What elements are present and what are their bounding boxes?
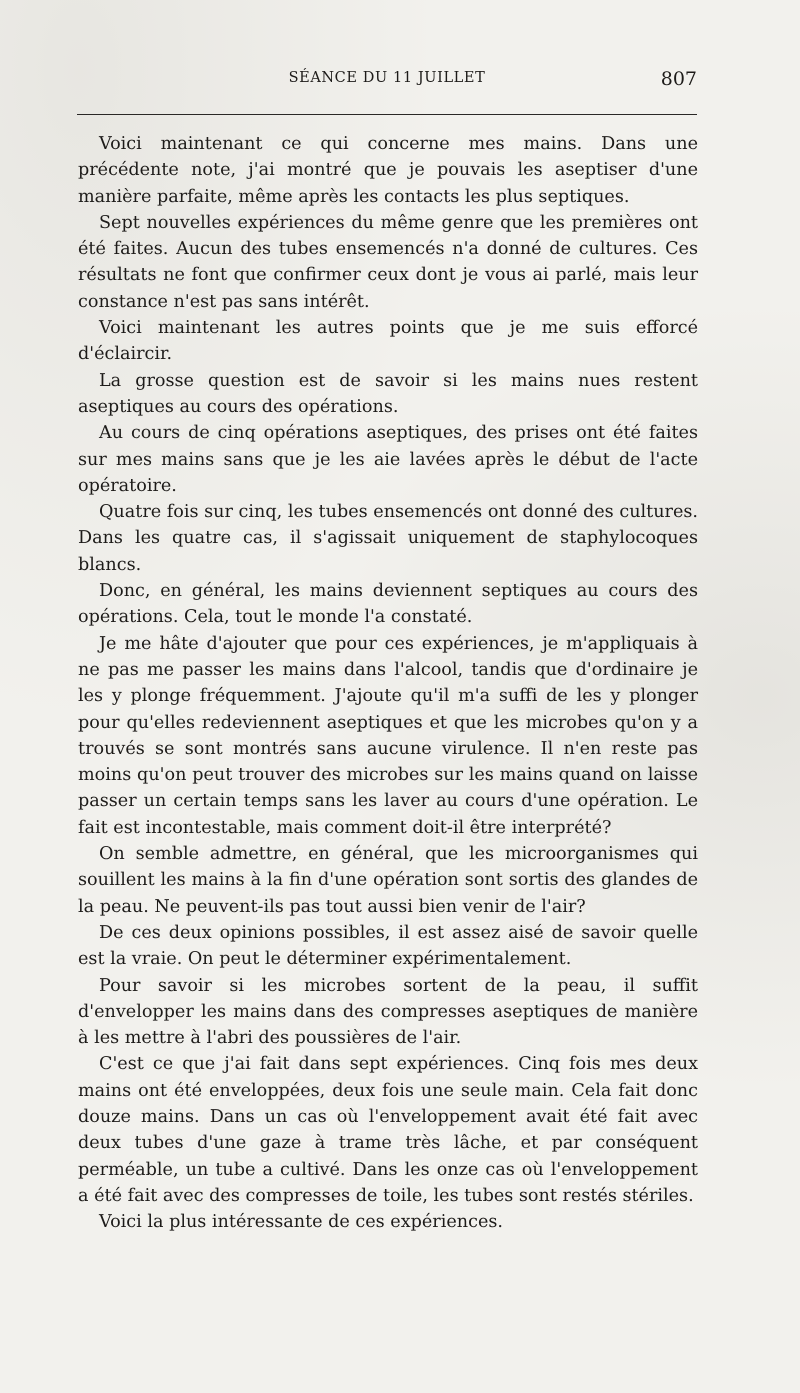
page-number: 807 (660, 68, 697, 90)
paragraph: Au cours de cinq opérations aseptiques, des prises ont été faites sur mes mains sans que je les aie lavées après le début de l'acte opératoire. (78, 423, 698, 496)
header-rule (77, 114, 697, 115)
paragraph: Je me hâte d'ajouter que pour ces expériences, je m'appliquais à ne pas me passer les mains dans l'alcool, tandis que d'ordinaire je les y plonge fréquemment. J'ajoute qu'il m'a suffi de les y plonger pour qu'elles redeviennent aseptiques et que les microbes qu'on y a trouvés se sont montrés sans aucune virulence. Il n'en reste pas moins qu'on peut trouver des microbes sur les mains quand on laisse passer un certain temps sans les laver au cours d'une opération. Le fait est incontestable, mais comment doit-il être interprété? (78, 633, 698, 838)
paragraph: C'est ce que j'ai fait dans sept expériences. Cinq fois mes deux mains ont été enveloppées, deux fois une seule main. Cela fait donc douze mains. Dans un cas où l'enveloppement avait été fait avec deux tubes d'une gaze à trame très lâche, et par conséquent perméable, un tube a cultivé. Dans les onze cas où l'enveloppement a été fait avec des compresses de toile, les tubes sont restés stériles. (78, 1054, 698, 1206)
paragraph: Donc, en général, les mains deviennent septiques au cours des opérations. Cela, tout le monde l'a constaté. (78, 581, 698, 628)
paragraph: Voici maintenant ce qui concerne mes mains. Dans une précédente note, j'ai montré que je pouvais les aseptiser d'une manière parfaite, même après les contacts les plus septiques. (78, 134, 698, 207)
paragraph: On semble admettre, en général, que les microorganismes qui souillent les mains à la fin d'une opération sont sortis des glandes de la peau. Ne peuvent-ils pas tout aussi bien venir de l'air? (78, 844, 698, 917)
paragraph: Quatre fois sur cinq, les tubes ensemencés ont donné des cultures. Dans les quatre cas, il s'agissait uniquement de staphylocoques blancs. (78, 502, 698, 575)
paragraph: La grosse question est de savoir si les mains nues restent aseptiques au cours des opérations. (78, 370, 698, 417)
paragraph: Sept nouvelles expériences du même genre que les premières ont été faites. Aucun des tubes ensemencés n'a donné de cultures. Ces résultats ne font que confirmer ceux dont je vous ai parlé, mais leur constance n'est pas sans intérêt. (78, 212, 698, 312)
paragraph: Pour savoir si les microbes sortent de la peau, il suffit d'envelopper les mains dans des compresses aseptiques de manière à les mettre à l'abri des poussières de l'air. (78, 975, 698, 1049)
paragraph: Voici maintenant les autres points que je me suis efforcé d'éclaircir. (78, 318, 698, 365)
page-header (77, 68, 697, 94)
paragraph: Voici la plus intéressante de ces expériences. (99, 1212, 503, 1233)
paragraph: De ces deux opinions possibles, il est assez aisé de savoir quelle est la vraie. On peut le déterminer expérimentalement. (78, 922, 698, 970)
body-text (78, 131, 698, 1235)
running-title: SÉANCE DU 11 JUILLET (288, 70, 486, 86)
